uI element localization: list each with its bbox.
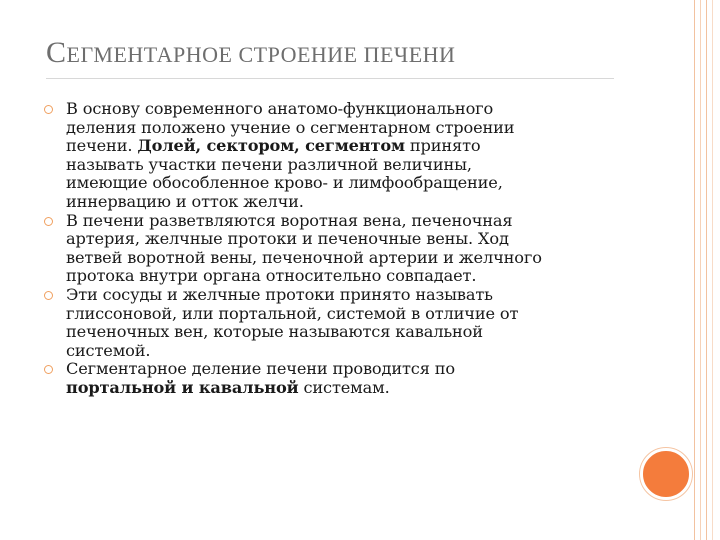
text-run: В печени разветвляются воротная вена, печеночная bbox=[66, 210, 513, 230]
text-line bbox=[66, 305, 624, 324]
text-line bbox=[66, 342, 624, 361]
bullet-item bbox=[44, 286, 624, 360]
bullet-text bbox=[66, 212, 624, 286]
bullet-text bbox=[66, 286, 624, 360]
text-run: принято bbox=[404, 136, 481, 156]
text-line bbox=[66, 230, 624, 249]
text-line bbox=[66, 249, 624, 268]
text-line bbox=[66, 156, 624, 175]
circle-bullet-icon bbox=[44, 217, 53, 226]
circle-bullet-icon bbox=[44, 291, 53, 300]
text-run: Сегментарное деление печени проводится по bbox=[66, 359, 455, 379]
text-line bbox=[66, 286, 624, 305]
text-run: протока внутри органа относительно совпадает. bbox=[66, 266, 477, 286]
bullet-list bbox=[44, 100, 624, 398]
accent-circle bbox=[640, 448, 692, 500]
text-run: системам. bbox=[298, 377, 390, 397]
bold-term: портальной и кавальной bbox=[66, 377, 299, 397]
decorative-border-line bbox=[700, 0, 701, 540]
text-line bbox=[66, 360, 624, 379]
text-line bbox=[66, 212, 624, 231]
text-line bbox=[66, 379, 624, 398]
bullet-item bbox=[44, 360, 624, 397]
text-run: артерия, желчные протоки и печеночные вены. Ход bbox=[66, 229, 509, 249]
bullet-text bbox=[66, 100, 624, 212]
text-run: деления положено учение о сегментарном строении bbox=[66, 117, 515, 137]
bullet-text bbox=[66, 360, 624, 397]
text-run: печеночных вен, которые называются кавальной bbox=[66, 322, 483, 342]
decorative-border-line bbox=[712, 0, 713, 540]
text-run: В основу современного анатомо-функционального bbox=[66, 99, 494, 118]
text-run: иннервацию и отток желчи. bbox=[66, 191, 304, 211]
title-divider bbox=[46, 78, 614, 79]
text-line bbox=[66, 100, 624, 119]
text-line bbox=[66, 174, 624, 193]
text-run: Эти сосуды и желчные протоки принято называть bbox=[66, 284, 493, 304]
text-line bbox=[66, 119, 624, 138]
text-run: печени. bbox=[66, 136, 138, 156]
slide-title-initial: С bbox=[46, 36, 67, 69]
text-line bbox=[66, 137, 624, 156]
circle-bullet-icon bbox=[44, 365, 53, 374]
text-line bbox=[66, 267, 624, 286]
text-run: системой. bbox=[66, 340, 151, 360]
text-run: имеющие обособленное крово- и лимфообращение, bbox=[66, 173, 503, 193]
circle-bullet-icon bbox=[44, 105, 53, 114]
text-run: глиссоновой, или портальной, системой в отличие от bbox=[66, 303, 519, 323]
bullet-item bbox=[44, 212, 624, 286]
decorative-border-line bbox=[706, 0, 707, 540]
text-line bbox=[66, 323, 624, 342]
bullet-item bbox=[44, 100, 624, 212]
bold-term: Долей, сектором, сегментом bbox=[137, 136, 405, 156]
text-run: называть участки печени различной величины, bbox=[66, 154, 472, 174]
slide-title-rest: ЕГМЕНТАРНОЕ СТРОЕНИЕ ПЕЧЕНИ bbox=[66, 42, 456, 67]
text-line bbox=[66, 193, 624, 212]
decorative-border-line bbox=[694, 0, 695, 540]
text-run: ветвей воротной вены, печеночной артерии и желчного bbox=[66, 247, 542, 267]
slide-title bbox=[46, 36, 455, 70]
